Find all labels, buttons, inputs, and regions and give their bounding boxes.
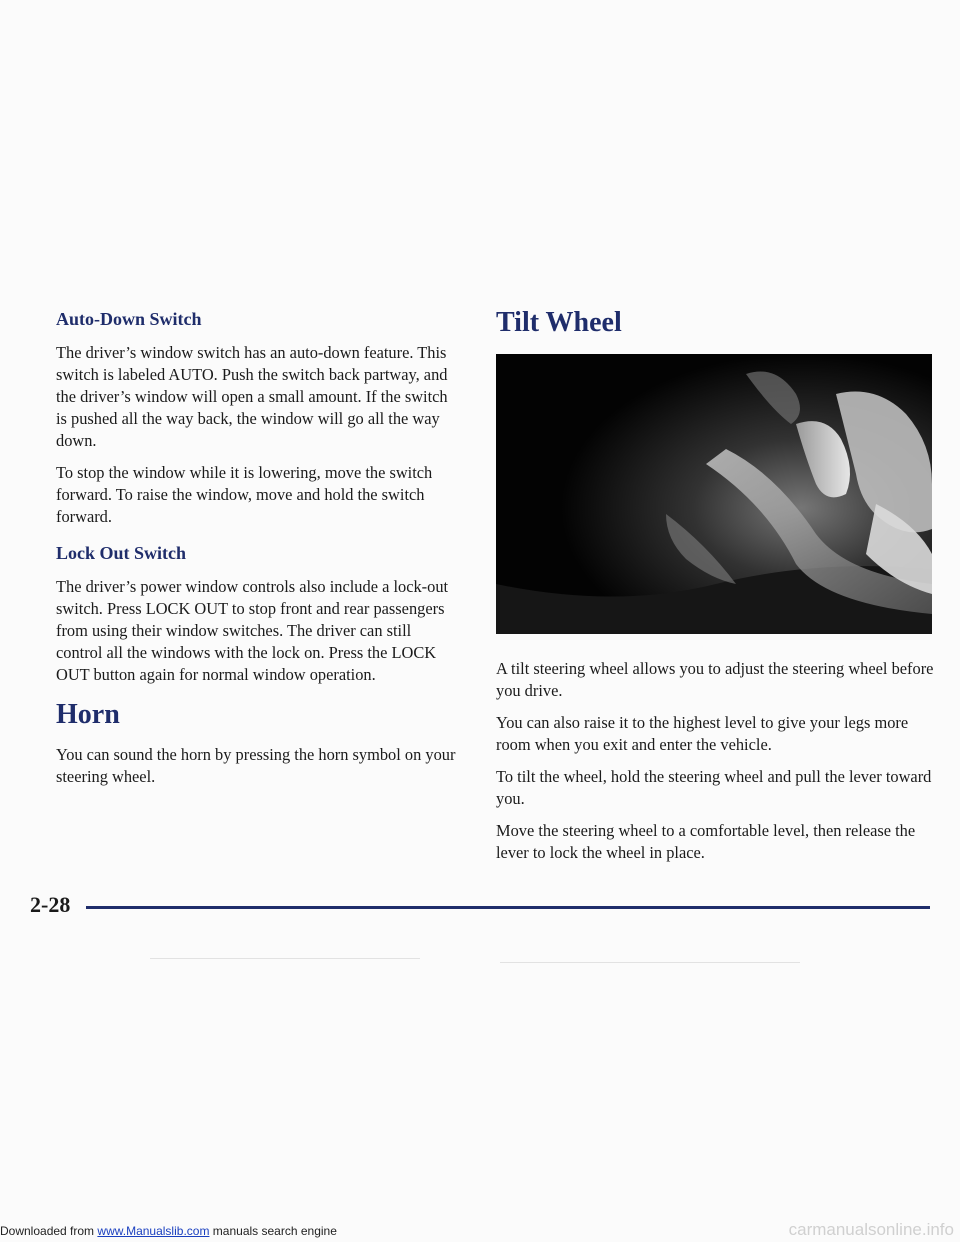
tilt-wheel-paragraph-3: To tilt the wheel, hold the steering wheel and pull the lever toward you. (496, 767, 932, 808)
scan-artifact-line-left (150, 958, 420, 959)
scan-artifact-line-right (500, 962, 800, 963)
download-credit (0, 1224, 337, 1238)
lock-out-paragraph: The driver’s power window controls also include a lock-out switch. Press LOCK OUT to stop front and rear passengers from using their window switches. The driver can still control all the windows with the lock on. Press the LOCK OUT button again for normal window operation. (56, 577, 449, 684)
horn-paragraph: You can sound the horn by pressing the horn symbol on your steering wheel. (56, 745, 456, 786)
tilt-wheel-photo (496, 354, 932, 634)
left-column (56, 308, 456, 798)
tilt-wheel-paragraph-1: A tilt steering wheel allows you to adjust the steering wheel before you drive. (496, 659, 934, 700)
auto-down-switch-heading: Auto-Down Switch (56, 309, 202, 329)
tilt-wheel-photo-graphic (496, 354, 932, 634)
manualslib-link[interactable]: www.Manualslib.com (97, 1224, 210, 1238)
page-number: 2-28 (30, 892, 71, 917)
watermark-text: carmanualsonline.info (788, 1220, 954, 1239)
right-column (496, 306, 936, 874)
tilt-wheel-title: Tilt Wheel (496, 307, 622, 338)
lock-out-switch-heading: Lock Out Switch (56, 543, 187, 563)
download-bar (0, 1220, 960, 1242)
auto-down-paragraph-1: The driver’s window switch has an auto-down feature. This switch is labeled AUTO. Push the switch back partway, and the driver’s window will open a small amount. If the switch is pushed all the way back, the window will go all the way down. (56, 343, 448, 450)
tilt-wheel-paragraph-4: Move the steering wheel to a comfortable level, then release the lever to lock the wheel in place. (496, 821, 916, 862)
horn-title: Horn (56, 699, 120, 730)
download-suffix: manuals search engine (212, 1224, 337, 1238)
footer-rule (86, 906, 930, 909)
tilt-wheel-paragraph-2: You can also raise it to the highest level to give your legs more room when you exit and enter the vehicle. (496, 713, 909, 754)
download-prefix: Downloaded from (0, 1224, 95, 1238)
auto-down-paragraph-2: To stop the window while it is lowering, move the switch forward. To raise the window, move and hold the switch forward. (56, 463, 433, 526)
